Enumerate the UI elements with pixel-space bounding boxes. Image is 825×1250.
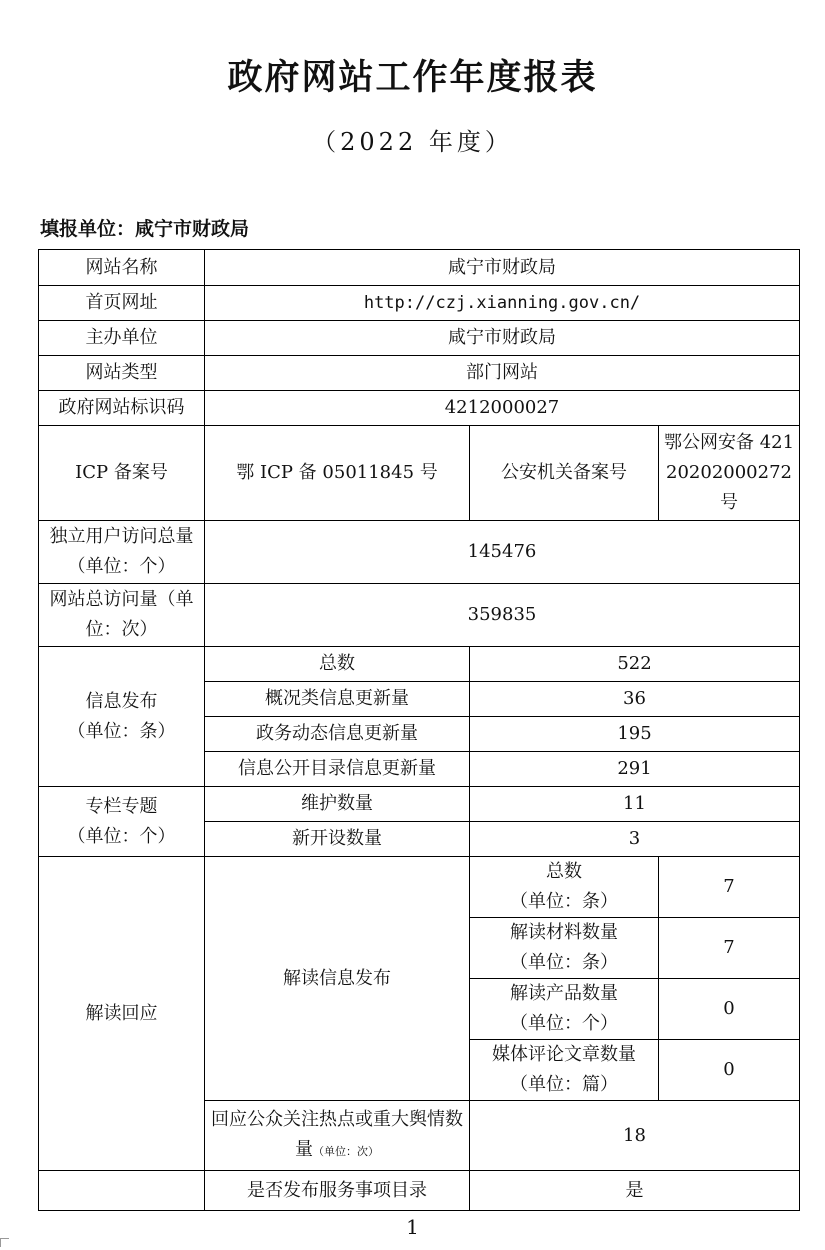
site-type-label: 网站类型 <box>39 356 205 391</box>
interpret-row-label <box>470 857 659 918</box>
page-number: 1 <box>406 1215 419 1239</box>
info-row-value: 195 <box>470 717 800 752</box>
site-id-value: 4212000027 <box>205 391 800 426</box>
table-row <box>39 286 800 321</box>
table-row <box>39 356 800 391</box>
public-response-value: 18 <box>470 1101 800 1171</box>
public-response-label <box>205 1101 470 1171</box>
interpret-row-value: 7 <box>659 857 800 918</box>
interpret-row-label <box>470 1040 659 1101</box>
interpret-row-title: 解读材料数量 <box>510 922 618 943</box>
report-year: （2022 年度） <box>312 128 513 156</box>
homepage-label: 首页网址 <box>39 286 205 321</box>
service-catalog-label: 是否发布服务事项目录 <box>205 1171 470 1211</box>
interpret-row-label <box>470 979 659 1040</box>
column-topic-label <box>39 787 205 857</box>
total-visits-value: 359835 <box>205 584 800 647</box>
service-catalog-value: 是 <box>470 1171 800 1211</box>
interpret-row-unit: （单位：篇） <box>510 1074 618 1095</box>
info-row-label: 概况类信息更新量 <box>205 682 470 717</box>
site-id-label: 政府网站标识码 <box>39 391 205 426</box>
interpret-row-value: 0 <box>659 979 800 1040</box>
info-publish-unit: （单位：条） <box>67 720 176 742</box>
table-row <box>39 521 800 584</box>
info-row-label: 信息公开目录信息更新量 <box>205 752 470 787</box>
table-row <box>39 250 800 286</box>
column-row-label: 维护数量 <box>205 787 470 822</box>
total-visits-label: 网站总访问量（单位：次） <box>39 584 205 647</box>
column-topic-title: 专栏专题 <box>85 795 158 817</box>
table-row <box>39 647 800 682</box>
site-name-label: 网站名称 <box>39 250 205 286</box>
homepage-url: http://czj.xianning.gov.cn/ <box>205 286 800 321</box>
info-row-value: 36 <box>470 682 800 717</box>
interpret-row-unit: （单位：条） <box>510 952 618 973</box>
report-table <box>38 249 800 1211</box>
table-row <box>39 391 800 426</box>
table-row <box>39 426 800 521</box>
unique-visitors-value: 145476 <box>205 521 800 584</box>
empty-cell <box>39 1171 205 1211</box>
host-value: 咸宁市财政局 <box>205 321 800 356</box>
unique-visitors-label: 独立用户访问总量（单位：个） <box>39 521 205 584</box>
column-row-value: 3 <box>470 822 800 857</box>
interpret-row-value: 0 <box>659 1040 800 1101</box>
table-row <box>39 321 800 356</box>
interpret-row-title: 总数 <box>546 861 582 882</box>
column-row-value: 11 <box>470 787 800 822</box>
public-response-title: 回应公众关注热点或重大舆情数量 <box>211 1108 463 1160</box>
info-row-value: 522 <box>470 647 800 682</box>
icp-value: 鄂 ICP 备 05011845 号 <box>205 426 470 521</box>
interpret-row-unit: （单位：个） <box>510 1013 618 1034</box>
column-topic-unit: （单位：个） <box>67 825 176 847</box>
page-corner-mark <box>0 1238 9 1247</box>
info-row-label: 政务动态信息更新量 <box>205 717 470 752</box>
table-row <box>39 584 800 647</box>
table-row <box>39 787 800 822</box>
table-row <box>39 857 800 918</box>
police-record-label: 公安机关备案号 <box>470 426 659 521</box>
reporting-unit: 填报单位：咸宁市财政局 <box>40 218 250 240</box>
table-row <box>39 1171 800 1211</box>
interpret-row-value: 7 <box>659 918 800 979</box>
info-publish-title: 信息发布 <box>85 690 158 712</box>
icp-label: ICP 备案号 <box>39 426 205 521</box>
interpret-response-label: 解读回应 <box>39 857 205 1171</box>
interpret-row-title: 媒体评论文章数量 <box>492 1044 636 1065</box>
interpret-row-label <box>470 918 659 979</box>
interpret-publish-label: 解读信息发布 <box>205 857 470 1101</box>
interpret-row-unit: （单位：条） <box>510 891 618 912</box>
site-name-value: 咸宁市财政局 <box>205 250 800 286</box>
page-title: 政府网站工作年度报表 <box>227 57 598 98</box>
police-record-value: 鄂公网安备 42120202000272 号 <box>659 426 800 521</box>
info-row-value: 291 <box>470 752 800 787</box>
interpret-row-title: 解读产品数量 <box>510 983 618 1004</box>
site-type-value: 部门网站 <box>205 356 800 391</box>
info-publish-label <box>39 647 205 787</box>
info-row-label: 总数 <box>205 647 470 682</box>
host-label: 主办单位 <box>39 321 205 356</box>
column-row-label: 新开设数量 <box>205 822 470 857</box>
public-response-unit: （单位：次） <box>313 1144 379 1158</box>
